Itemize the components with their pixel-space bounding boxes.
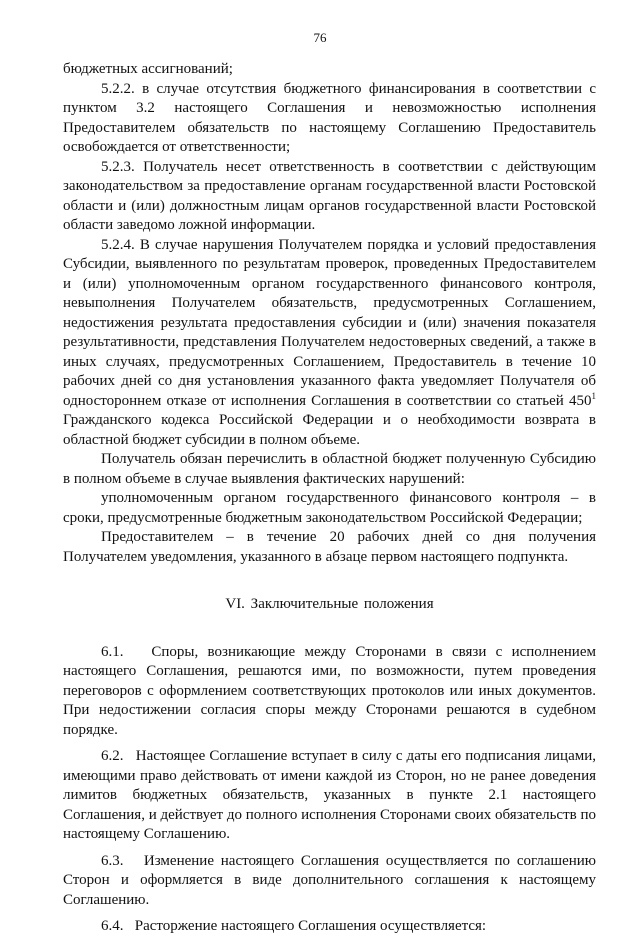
article-superscript: 1 [591, 390, 596, 401]
paragraph-5-2-4 [63, 236, 596, 451]
paragraph-6-4: 6.4. Расторжение настоящего Соглашения осуществляется: [101, 918, 487, 934]
paragraph-6-3: 6.3. Изменение настоящего Соглашения осуществляется по соглашению Сторон и оформляется в виде дополнительного соглашения к настоящему Соглашению. [63, 852, 600, 908]
paragraph-5-2-2: 5.2.2. в случае отсутствия бюджетного финансирования в соответствии с пунктом 3.2 настоящего Соглашения и невозможностью исполнения Предоставителем обязательств по настоящему Соглашению Предоставитель освобождается от ответственности; [63, 80, 596, 155]
paragraph-5-2-3: 5.2.3. Получатель несет ответственность в соответствии с действующим законодательством за предоставление органам государственной власти Ростовской области и (или) должностным лицам органов государственной власти Ростовской области заведомо ложной информации. [63, 158, 596, 233]
paragraph-6-1: 6.1. Споры, возникающие между Сторонами в связи с исполнением настоящего Соглашения, решаются ими, по возможности, путем проведения переговоров с оформлением соответствующих протоколов или иных документов. При недостижении согласия споры между Сторонами решаются в судебном порядке. [63, 643, 600, 738]
section-title: VI. Заключительные положения [225, 596, 434, 612]
paragraph-5-2-4-text-end: Гражданского кодекса Российской Федерации и о необходимости возврата в областной бюджет субсидии в полном объеме. [63, 412, 596, 448]
spacer [63, 910, 596, 917]
paragraph-provider-deadline: Предоставителем – в течение 20 рабочих дней со дня получения Получателем уведомления, указанного в абзаце первом настоящего подпункта. [63, 529, 596, 565]
document-body [63, 60, 600, 937]
paragraph-recipient-obligation: Получатель обязан перечислить в областной бюджет полученную Субсидию в полном объеме в случае выявления фактических нарушений: [63, 451, 596, 487]
paragraph-6-2: 6.2. Настоящее Соглашение вступает в силу с даты его подписания лицами, имеющими право действовать от имени каждой из Сторон, но не ранее доведения лимитов бюджетных обязательств, указанных в пункте 2.1 настоящего Соглашения, и действует до полного исполнения Сторонами своих обязательств по настоящему Соглашению. [63, 748, 600, 842]
paragraph-budget-allocations: бюджетных ассигнований; [63, 61, 233, 77]
paragraph-control-authority: уполномоченным органом государственного финансового контроля – в сроки, предусмотренные бюджетным законодательством Российской Федерации; [63, 490, 596, 526]
page-number: 76 [313, 30, 327, 45]
paragraph-5-2-4-text: 5.2.4. В случае нарушения Получателем порядка и условий предоставления Субсидии, выявленного по результатам проверок, проведенных Предоставителем и (или) уполномоченным органом государственного финансового контроля, невыполнения Получателем обязательств, предусмотренных Соглашением, недостижения результата предоставления субсидии и (или) значения показателя результативности, представления Получателем недостоверных сведений, а также в иных случаях, предусмотренных Соглашением, Предоставитель в течение 10 рабочих дней со дня установления указанного факта уведомляет Получателя об одностороннем отказе от исполнения Соглашения в соответствии со статьей 450 [63, 236, 596, 409]
spacer [63, 845, 596, 852]
spacer [63, 740, 596, 747]
